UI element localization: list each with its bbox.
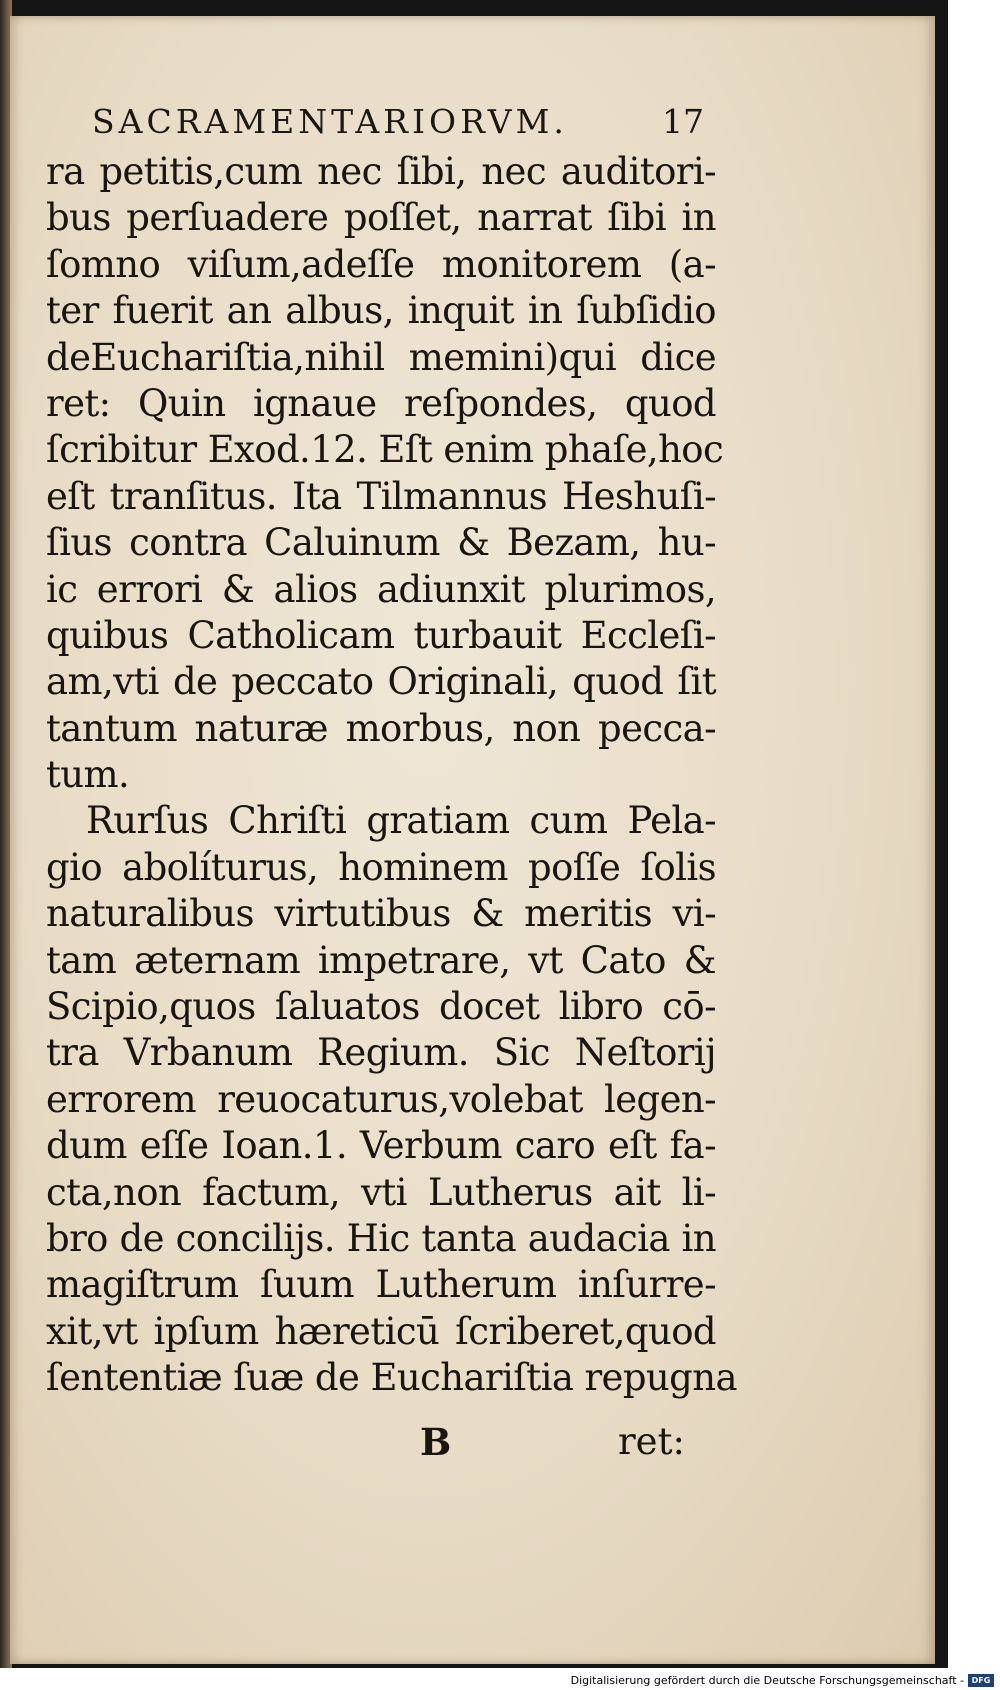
catchword-line bbox=[10, 1420, 710, 1466]
signature-mark: B bbox=[420, 1420, 452, 1464]
text-line: eſt tranſitus. Ita Tilmannus Heshuſi- bbox=[46, 474, 716, 518]
text-line: cta,non factum, vti Lutherus ait li- bbox=[46, 1170, 716, 1214]
body-text bbox=[46, 149, 737, 1402]
text-line: quibus Catholicam turbauit Eccleſi- bbox=[46, 613, 716, 657]
running-head bbox=[92, 102, 712, 142]
text-line: ſententiæ ſuæ de Euchariſtia repugna bbox=[46, 1356, 737, 1400]
footer-credit: Digitalisierung gefördert durch die Deutsche Forschungsgemeinschaft - bbox=[570, 1673, 964, 1687]
page-number: 17 bbox=[662, 102, 704, 141]
catchword: ret: bbox=[618, 1420, 685, 1463]
digitization-footer bbox=[571, 1672, 994, 1688]
text-line: gio abolíturus, hominem poſſe ſolis bbox=[46, 845, 716, 889]
text-line: ſomno viſum,adeſſe monitorem (a- bbox=[46, 242, 716, 286]
text-line: ra petitis,cum nec ſibi, nec auditori- bbox=[46, 150, 716, 193]
dfg-logo-icon: DFG bbox=[968, 1674, 994, 1687]
text-line: ic errori & alios adiunxit plurimos, bbox=[46, 567, 716, 611]
text-line: ret: Quin ignaue reſpondes, quod bbox=[46, 381, 716, 425]
running-head-title: SACRAMENTARIORVM. bbox=[92, 102, 568, 141]
text-line: tra Vrbanum Regium. Sic Neſtorij bbox=[46, 1031, 716, 1075]
text-line: deEuchariſtia,nihil memini)qui dice bbox=[46, 335, 716, 379]
text-line: magiſtrum ſuum Lutherum inſurre- bbox=[46, 1263, 716, 1307]
text-line: bus perſuadere poſſet, narrat ſibi in bbox=[46, 196, 716, 240]
text-line: Rurſus Chriſti gratiam cum Pela- bbox=[86, 799, 716, 843]
text-line: bro de concilijs. Hic tanta audacia in bbox=[46, 1216, 716, 1260]
text-line: ſcribitur Exod.12. Eſt enim phaſe,hoc bbox=[46, 428, 724, 472]
text-line: dum eſſe Ioan.1. Verbum caro eſt fa- bbox=[46, 1124, 716, 1168]
text-line: Scipio,quos ſaluatos docet libro cō- bbox=[46, 985, 716, 1029]
text-line: tum. bbox=[46, 753, 130, 797]
text-line: errorem reuocaturus,volebat legen- bbox=[46, 1077, 716, 1121]
text-line: ter fuerit an albus, inquit in ſubſidio bbox=[46, 289, 716, 333]
text-line: naturalibus virtutibus & meritis vi- bbox=[46, 892, 716, 936]
text-line: tantum naturæ morbus, non pecca- bbox=[46, 706, 716, 750]
text-line: xit,vt ipſum hæreticū ſcriberet,quod bbox=[46, 1309, 716, 1353]
book-page bbox=[10, 16, 935, 1664]
text-line: tam æternam impetrare, vt Cato & bbox=[46, 938, 716, 982]
text-line: am,vti de peccato Originali, quod ſit bbox=[46, 660, 716, 704]
text-line: ſius contra Caluinum & Bezam, hu- bbox=[46, 521, 716, 565]
